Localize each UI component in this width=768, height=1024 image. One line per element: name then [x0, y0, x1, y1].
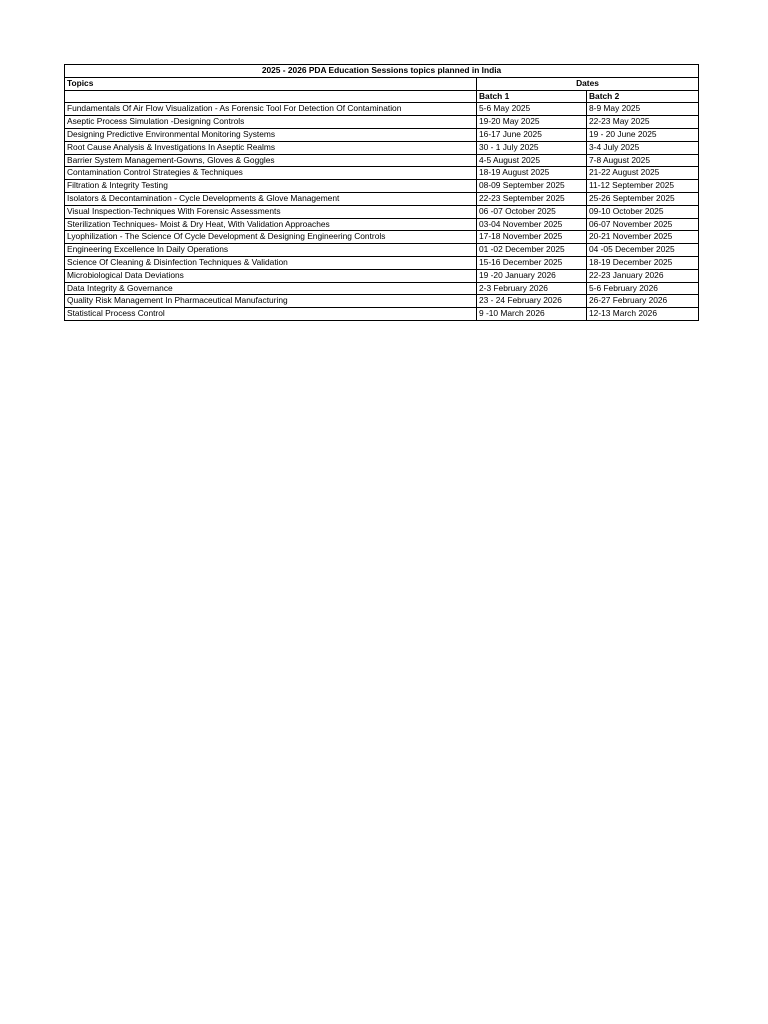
batch1-date-cell: 22-23 September 2025 — [477, 192, 587, 205]
batch1-date-cell: 9 -10 March 2026 — [477, 308, 587, 321]
table-row — [65, 154, 699, 167]
batch2-date-cell: 22-23 May 2025 — [587, 116, 699, 129]
header-row — [65, 77, 699, 90]
topic-cell: Data Integrity & Governance — [65, 282, 477, 295]
sessions-schedule-table — [64, 64, 699, 321]
topic-cell: Quality Risk Management In Pharmaceutical Manufacturing — [65, 295, 477, 308]
batch1-date-cell: 19-20 May 2025 — [477, 116, 587, 129]
topic-cell: Microbiological Data Deviations — [65, 269, 477, 282]
batch1-date-cell: 01 -02 December 2025 — [477, 244, 587, 257]
topic-cell: Barrier System Management-Gowns, Gloves & Goggles — [65, 154, 477, 167]
batch1-header: Batch 1 — [477, 90, 587, 103]
table-row — [65, 218, 699, 231]
batch2-date-cell: 11-12 September 2025 — [587, 180, 699, 193]
batch1-date-cell: 4-5 August 2025 — [477, 154, 587, 167]
batch2-date-cell: 09-10 October 2025 — [587, 205, 699, 218]
table-row — [65, 231, 699, 244]
batch1-date-cell: 03-04 November 2025 — [477, 218, 587, 231]
table-row — [65, 141, 699, 154]
table-row — [65, 205, 699, 218]
table-row — [65, 244, 699, 257]
batch2-date-cell: 25-26 September 2025 — [587, 192, 699, 205]
topic-cell: Isolators & Decontamination - Cycle Developments & Glove Management — [65, 192, 477, 205]
table-row — [65, 295, 699, 308]
topics-header: Topics — [65, 77, 477, 90]
batch2-date-cell: 21-22 August 2025 — [587, 167, 699, 180]
topic-cell: Science Of Cleaning & Disinfection Techniques & Validation — [65, 256, 477, 269]
table-title: 2025 - 2026 PDA Education Sessions topics planned in India — [65, 65, 699, 78]
topic-cell: Fundamentals Of Air Flow Visualization - As Forensic Tool For Detection Of Contamination — [65, 103, 477, 116]
title-row — [65, 65, 699, 78]
batch2-date-cell: 8-9 May 2025 — [587, 103, 699, 116]
table-row — [65, 116, 699, 129]
table-row — [65, 103, 699, 116]
batch2-date-cell: 20-21 November 2025 — [587, 231, 699, 244]
batch2-header: Batch 2 — [587, 90, 699, 103]
batch-header-row — [65, 90, 699, 103]
table-row — [65, 128, 699, 141]
topic-cell: Lyophilization - The Science Of Cycle Development & Designing Engineering Controls — [65, 231, 477, 244]
batch1-date-cell: 08-09 September 2025 — [477, 180, 587, 193]
batch1-date-cell: 15-16 December 2025 — [477, 256, 587, 269]
table-row — [65, 308, 699, 321]
topics-header-spacer — [65, 90, 477, 103]
topic-cell: Filtration & Integrity Testing — [65, 180, 477, 193]
topic-cell: Root Cause Analysis & Investigations In Aseptic Realms — [65, 141, 477, 154]
batch2-date-cell: 22-23 January 2026 — [587, 269, 699, 282]
batch2-date-cell: 04 -05 December 2025 — [587, 244, 699, 257]
batch2-date-cell: 19 - 20 June 2025 — [587, 128, 699, 141]
batch2-date-cell: 06-07 November 2025 — [587, 218, 699, 231]
batch1-date-cell: 2-3 February 2026 — [477, 282, 587, 295]
batch2-date-cell: 3-4 July 2025 — [587, 141, 699, 154]
topic-cell: Visual Inspection-Techniques With Forensic Assessments — [65, 205, 477, 218]
dates-header: Dates — [477, 77, 699, 90]
batch2-date-cell: 12-13 March 2026 — [587, 308, 699, 321]
batch1-date-cell: 18-19 August 2025 — [477, 167, 587, 180]
schedule-table-body — [65, 65, 699, 321]
topic-cell: Statistical Process Control — [65, 308, 477, 321]
table-row — [65, 282, 699, 295]
batch2-date-cell: 7-8 August 2025 — [587, 154, 699, 167]
document-page — [64, 64, 698, 321]
batch1-date-cell: 16-17 June 2025 — [477, 128, 587, 141]
batch1-date-cell: 17-18 November 2025 — [477, 231, 587, 244]
topic-cell: Engineering Excellence In Daily Operations — [65, 244, 477, 257]
batch1-date-cell: 30 - 1 July 2025 — [477, 141, 587, 154]
table-row — [65, 269, 699, 282]
batch1-date-cell: 23 - 24 February 2026 — [477, 295, 587, 308]
batch1-date-cell: 5-6 May 2025 — [477, 103, 587, 116]
batch1-date-cell: 06 -07 October 2025 — [477, 205, 587, 218]
topic-cell: Contamination Control Strategies & Techniques — [65, 167, 477, 180]
topic-cell: Aseptic Process Simulation -Designing Controls — [65, 116, 477, 129]
table-row — [65, 180, 699, 193]
table-row — [65, 256, 699, 269]
table-row — [65, 167, 699, 180]
batch1-date-cell: 19 -20 January 2026 — [477, 269, 587, 282]
table-row — [65, 192, 699, 205]
batch2-date-cell: 5-6 February 2026 — [587, 282, 699, 295]
topic-cell: Sterilization Techniques- Moist & Dry Heat, With Validation Approaches — [65, 218, 477, 231]
topic-cell: Designing Predictive Environmental Monitoring Systems — [65, 128, 477, 141]
batch2-date-cell: 26-27 February 2026 — [587, 295, 699, 308]
batch2-date-cell: 18-19 December 2025 — [587, 256, 699, 269]
